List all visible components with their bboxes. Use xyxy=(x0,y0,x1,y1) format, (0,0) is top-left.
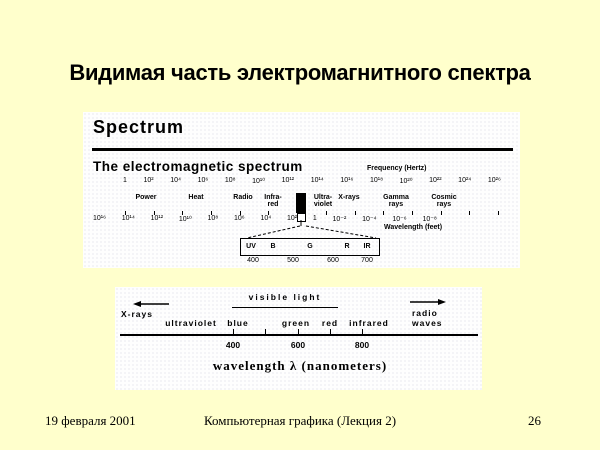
wl-tick: 10² xyxy=(286,215,298,222)
radio-waves-label xyxy=(412,308,443,328)
axis-tick xyxy=(330,329,331,334)
slide-title: Видимая часть электромагнитного спектра xyxy=(69,60,531,85)
zoom-tick-500: 500 xyxy=(287,257,299,264)
visible-zoom-box xyxy=(240,238,380,256)
zoom-letter-ir: IR xyxy=(363,243,371,250)
freq-tick: 1 xyxy=(123,177,127,184)
freq-tick: 10¹⁸ xyxy=(369,177,384,184)
spectrum-heading: Spectrum xyxy=(93,117,185,137)
wavelength-axis-line xyxy=(120,334,478,336)
freq-tick: 10²² xyxy=(429,177,442,184)
band-radio: Radio xyxy=(233,194,253,201)
visible-light-title: visible light xyxy=(248,292,322,302)
zoom-letter-uv: UV xyxy=(246,243,256,250)
freq-tick: 10²⁰ xyxy=(399,178,413,185)
freq-tick: 10² xyxy=(143,177,154,184)
zoom-tick-700: 700 xyxy=(361,257,373,264)
band-xrays: X-rays xyxy=(338,194,360,201)
radio-waves-line1: radio xyxy=(412,308,438,318)
vl-tick-400: 400 xyxy=(225,340,241,350)
radio-waves-line2: waves xyxy=(412,318,443,328)
wl-tick: 10⁸ xyxy=(207,215,219,222)
wl-tick: 10⁻⁴ xyxy=(362,216,377,223)
band-power: Power xyxy=(135,194,157,201)
xrays-label: X-rays xyxy=(121,309,153,319)
freq-tick: 10¹⁶ xyxy=(340,177,354,184)
wl-tick: 10⁻⁶ xyxy=(392,216,407,223)
frequency-axis-label: Frequency (Hertz) xyxy=(367,165,427,172)
visible-light-underline xyxy=(232,307,338,308)
wavelength-axis-label: Wavelength (feet) xyxy=(384,224,443,231)
vl-band-green: green xyxy=(281,318,311,328)
wl-tick: 10¹² xyxy=(150,215,164,222)
zoom-letter-b: B xyxy=(270,243,276,250)
wl-tick: 10¹⁶ xyxy=(93,215,106,222)
footer-lecture-title: Компьютерная графика (Лекция 2) xyxy=(203,413,397,428)
freq-tick: 10²⁶ xyxy=(487,177,501,184)
freq-tick: 10⁴ xyxy=(170,177,181,184)
freq-tick: 10¹² xyxy=(281,177,295,184)
band-ultraviolet: Ultra-violet xyxy=(313,194,333,208)
vl-band-ultraviolet: ultraviolet xyxy=(165,318,217,328)
wl-tick: 10⁻⁸ xyxy=(422,216,437,223)
vl-axis-label: wavelength λ (nanometers) xyxy=(212,358,388,373)
vl-tick-600: 600 xyxy=(290,340,306,350)
visible-light-figure xyxy=(115,287,482,390)
axis-tick xyxy=(233,329,234,334)
vl-band-red: red xyxy=(321,318,339,328)
footer-page-number: 26 xyxy=(528,413,541,428)
spectrum-figure xyxy=(83,112,520,268)
zoom-tick-400: 400 xyxy=(247,257,259,264)
wl-tick: 10⁶ xyxy=(234,215,245,222)
band-gamma-rays: Gamma rays xyxy=(383,194,409,208)
freq-tick: 10¹⁰ xyxy=(252,178,266,185)
vl-tick-800: 800 xyxy=(354,340,370,350)
footer-date: 19 февраля 2001 xyxy=(45,413,136,428)
vl-band-infrared: infrared xyxy=(349,318,389,328)
wl-tick: 10¹⁴ xyxy=(121,215,135,222)
axis-tick xyxy=(298,329,299,334)
freq-tick: 10¹⁴ xyxy=(310,177,324,184)
freq-tick: 10⁶ xyxy=(197,177,209,184)
freq-tick: 10⁸ xyxy=(224,177,236,184)
zoom-tick-600: 600 xyxy=(327,257,339,264)
spectrum-subheading: The electromagnetic spectrum xyxy=(93,159,303,174)
axis-tick xyxy=(362,329,363,334)
band-infrared: Infra-red xyxy=(264,194,282,208)
band-heat: Heat xyxy=(188,194,204,201)
right-arrow-icon xyxy=(408,297,448,307)
wl-tick: 10⁴ xyxy=(260,215,272,222)
wl-tick: 1 xyxy=(312,215,317,222)
wl-tick: 10⁻² xyxy=(332,216,347,223)
left-arrow-icon xyxy=(131,299,171,309)
zoom-letter-g: G xyxy=(307,243,313,250)
freq-tick: 10²⁴ xyxy=(458,177,472,184)
band-cosmic-rays: Cosmic rays xyxy=(431,194,457,208)
zoom-letter-r: R xyxy=(344,243,350,250)
vl-band-blue: blue xyxy=(227,318,249,328)
axis-tick xyxy=(265,329,266,334)
wl-tick: 10¹⁰ xyxy=(178,216,192,223)
